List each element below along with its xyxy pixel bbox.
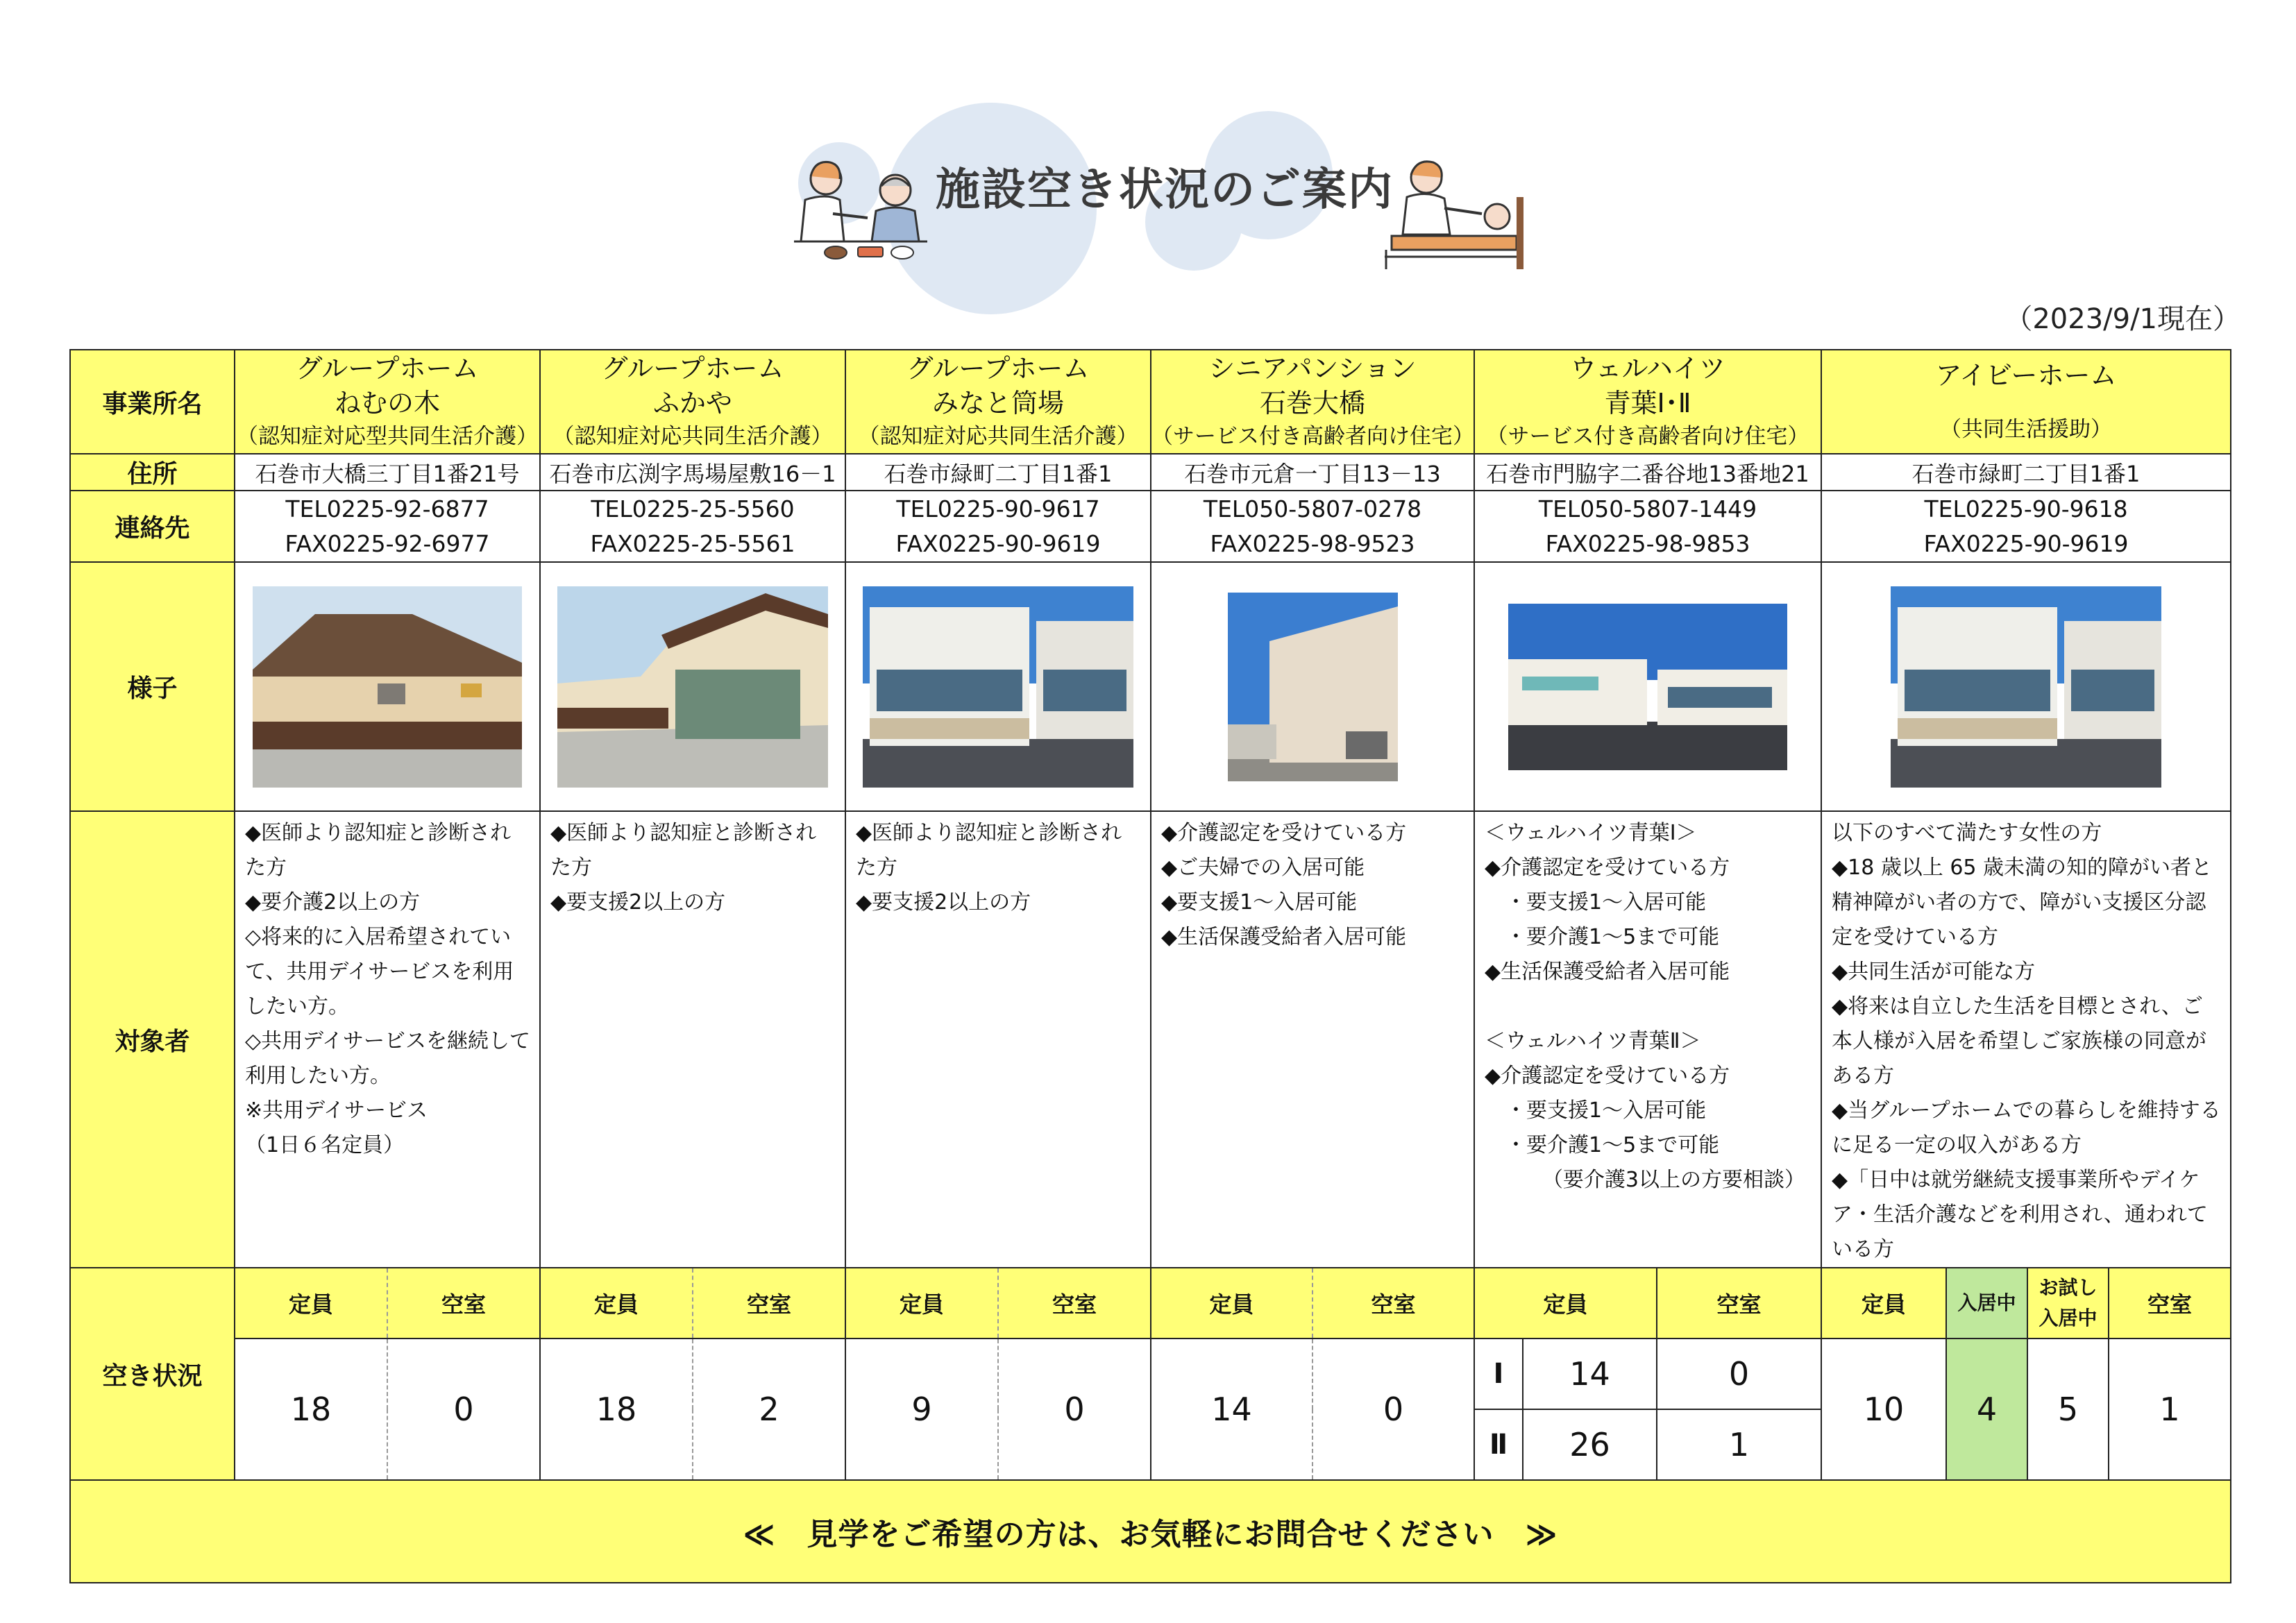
vacancy-value: 0: [387, 1339, 540, 1480]
target-cell-wellheights: [1474, 811, 1821, 1268]
target-item: ◆医師より認知症と診断された方: [856, 821, 1122, 880]
trial-header-line1: お試し: [2038, 1276, 2097, 1299]
facility-name-line1: グループホーム: [601, 353, 784, 384]
target-spacer: [1485, 989, 1812, 1024]
unit-label-2: Ⅱ: [1474, 1409, 1523, 1480]
target-item: ◇共用デイサービスを継続して利用したい方。: [245, 1029, 530, 1088]
facility-type: （サービス付き高齢者向け住宅）: [1486, 424, 1809, 449]
capacity-value: 9: [845, 1339, 998, 1480]
target-item: ◇将来的に入居希望されていて、共用デイサービスを利用したい方。: [245, 925, 514, 1019]
row-label-address: 住所: [70, 454, 235, 491]
vacancy-value: 1: [2109, 1339, 2231, 1480]
facility-type: （サービス付き高齢者向け住宅）: [1151, 424, 1474, 449]
target-item: ◆ご夫婦での入居可能: [1161, 856, 1365, 880]
vacancy-value: 0: [1312, 1339, 1474, 1480]
building-photo-nemunoki: [253, 586, 522, 788]
row-vacancy-header: [70, 1268, 2231, 1339]
target-cell-senior-pension: [1151, 811, 1474, 1268]
tel-number: TEL050-5807-0278: [1203, 495, 1422, 522]
facility-name-nemunoki: [235, 350, 540, 454]
vacancy-header: 空室: [1657, 1268, 1821, 1339]
target-item: ◆医師より認知症と診断された方: [550, 821, 817, 880]
occupied-header: 入居中: [1946, 1268, 2027, 1339]
trial-header-line2: 入居中: [2038, 1307, 2097, 1329]
target-cell-fukaya: [540, 811, 845, 1268]
caregiver-bed-illustration: [1378, 153, 1530, 275]
vacancy-value: 2: [693, 1339, 845, 1480]
target-item: ・要支援1～入居可能: [1505, 1098, 1707, 1123]
photo-cell: [540, 562, 845, 811]
fax-number: FAX0225-98-9853: [1545, 529, 1750, 557]
photo-cell: [235, 562, 540, 811]
capacity-header: 定員: [1151, 1268, 1312, 1339]
building-photo-senior-pension: [1228, 593, 1398, 781]
target-cell-minato: [845, 811, 1151, 1268]
capacity-value-unit-1: 14: [1523, 1339, 1657, 1409]
target-item: ・要介護1～5まで可能: [1505, 1133, 1720, 1157]
row-address: [70, 454, 2231, 491]
row-label-name: 事業所名: [70, 350, 235, 454]
capacity-header: 定員: [540, 1268, 693, 1339]
target-cell-nemunoki: [235, 811, 540, 1268]
row-vacancy-values: [70, 1339, 2231, 1409]
facility-name-line2: ねむの木: [334, 388, 440, 418]
target-item: ◆要支援2以上の方: [550, 890, 726, 915]
visit-invitation: ≪ 見学をご希望の方は、お気軽にお問合せください ≫: [70, 1480, 2231, 1583]
target-item: ◆当グループホームでの暮らしを維持するに足る一定の収入がある方: [1832, 1098, 2221, 1157]
contact-cell: [845, 491, 1151, 562]
vacancy-value-unit-2: 1: [1657, 1409, 1821, 1480]
target-item: ◆医師より認知症と診断された方: [245, 821, 512, 880]
tel-number: TEL050-5807-1449: [1538, 495, 1757, 522]
address-cell: 石巻市門脇字二番谷地13番地21: [1474, 454, 1821, 491]
contact-cell: [1821, 491, 2231, 562]
vacancy-value: 0: [998, 1339, 1151, 1480]
capacity-header: 定員: [845, 1268, 998, 1339]
target-item: ※共用デイサービス: [245, 1098, 428, 1123]
contact-cell: [1151, 491, 1474, 562]
row-label-target: 対象者: [70, 811, 235, 1268]
contact-cell: [235, 491, 540, 562]
photo-cell: [1821, 562, 2231, 811]
row-label-photo: 様子: [70, 562, 235, 811]
target-item: ◆将来は自立した生活を目標とされ、ご本人様が入居を希望しご家族様の同意がある方: [1832, 994, 2207, 1088]
contact-cell: [1474, 491, 1821, 562]
tel-number: TEL0225-90-9618: [1924, 495, 2128, 522]
facility-name-ivy-home: [1821, 350, 2231, 454]
as-of-date: （2023/9/1現在）: [2004, 303, 2240, 335]
tel-number: TEL0225-92-6877: [285, 495, 489, 522]
facility-name-line1: グループホーム: [906, 353, 1090, 384]
vacancy-header: 空室: [387, 1268, 540, 1339]
facility-name-line2: 石巻大橋: [1259, 388, 1365, 418]
target-item: ◆要介護2以上の方: [245, 890, 421, 915]
facility-name-line1: グループホーム: [296, 353, 479, 384]
capacity-value: 14: [1151, 1339, 1312, 1480]
facility-type: （認知症対応型共同生活介護）: [237, 424, 538, 449]
row-contact: [70, 491, 2231, 562]
capacity-header: 定員: [1821, 1268, 1946, 1339]
page-title: 施設空き状況のご案内: [936, 164, 1394, 216]
target-item: 以下のすべて満たす女性の方: [1832, 821, 2102, 845]
address-cell: 石巻市広渕字馬場屋敷16－1: [540, 454, 845, 491]
vacancy-value-unit-1: 0: [1657, 1339, 1821, 1409]
photo-cell: [1151, 562, 1474, 811]
target-item: （1日６名定員）: [245, 1133, 405, 1157]
capacity-value: 18: [540, 1339, 693, 1480]
row-facility-name: [70, 350, 2231, 454]
fax-number: FAX0225-90-9619: [895, 529, 1101, 557]
photo-cell: [1474, 562, 1821, 811]
photo-cell: [845, 562, 1151, 811]
address-cell: 石巻市元倉一丁目13－13: [1151, 454, 1474, 491]
target-item: ◆共同生活が可能な方: [1832, 960, 2036, 984]
row-footer: [70, 1480, 2231, 1583]
vacancy-header: 空室: [998, 1268, 1151, 1339]
fax-number: FAX0225-98-9523: [1210, 529, 1415, 557]
target-item: ◆介護認定を受けている方: [1485, 1064, 1730, 1088]
building-photo-fukaya: [557, 586, 828, 788]
facility-name-wellheights: [1474, 350, 1821, 454]
address-cell: 石巻市大橋三丁目1番21号: [235, 454, 540, 491]
fax-number: FAX0225-90-9619: [1923, 529, 2129, 557]
contact-cell: [540, 491, 845, 562]
row-label-contact: 連絡先: [70, 491, 235, 562]
facility-name-line1: シニアパンション: [1208, 353, 1417, 384]
tel-number: TEL0225-90-9617: [896, 495, 1100, 522]
tel-number: TEL0225-25-5560: [591, 495, 795, 522]
building-photo-minato: [863, 586, 1133, 788]
trial-value: 5: [2027, 1339, 2109, 1480]
row-label-vacancy: 空き状況: [70, 1268, 235, 1480]
target-item: ◆生活保護受給者入居可能: [1161, 925, 1407, 949]
target-item: ◆要支援2以上の方: [856, 890, 1031, 915]
target-cell-ivy-home: [1821, 811, 2231, 1268]
building-photo-ivy-home: [1891, 586, 2161, 788]
facility-name-line2: みなと筒場: [931, 388, 1064, 418]
facility-name-line1: ウェルハイツ: [1570, 353, 1725, 384]
capacity-header: 定員: [235, 1268, 387, 1339]
vacancy-header: 空室: [1312, 1268, 1474, 1339]
target-item: ＜ウェルハイツ青葉Ⅱ＞: [1485, 1029, 1701, 1053]
capacity-value-unit-2: 26: [1523, 1409, 1657, 1480]
target-item: ・要介護1～5まで可能: [1505, 925, 1720, 949]
vacancy-header: 空室: [2109, 1268, 2231, 1339]
facility-name-fukaya: [540, 350, 845, 454]
facility-type: （認知症対応共同生活介護）: [858, 424, 1138, 449]
fax-number: FAX0225-25-5561: [590, 529, 795, 557]
address-cell: 石巻市緑町二丁目1番1: [845, 454, 1151, 491]
facility-type: （認知症対応共同生活介護）: [552, 424, 833, 449]
facility-name-line2: ふかや: [652, 388, 732, 418]
facility-table: [69, 349, 2231, 1583]
fax-number: FAX0225-92-6977: [285, 529, 490, 557]
target-item: ◆生活保護受給者入居可能: [1485, 960, 1730, 984]
vacancy-header: 空室: [693, 1268, 845, 1339]
target-item: ◆「日中は就労継続支援事業所やデイケア・生活介護などを利用され、通われている方: [1832, 1168, 2208, 1261]
unit-label-1: Ⅰ: [1474, 1339, 1523, 1409]
target-item: ◆18 歳以上 65 歳未満の知的障がい者と精神障がい者の方で、障がい支援区分認定を受けている方: [1832, 856, 2213, 949]
facility-type: （共同生活援助）: [1940, 417, 2113, 442]
row-target: [70, 811, 2231, 1268]
address-cell: 石巻市緑町二丁目1番1: [1821, 454, 2231, 491]
occupied-value: 4: [1946, 1339, 2027, 1480]
target-item: ◆介護認定を受けている方: [1161, 821, 1407, 845]
capacity-header: 定員: [1474, 1268, 1657, 1339]
facility-name-line2: 青葉Ⅰ･Ⅱ: [1604, 388, 1691, 418]
capacity-value: 18: [235, 1339, 387, 1480]
facility-name-senior-pension: [1151, 350, 1474, 454]
caregiver-feeding-illustration: [791, 151, 930, 271]
target-item: （要介護3以上の方要相談）: [1542, 1168, 1806, 1192]
target-item: ・要支援1～入居可能: [1505, 890, 1707, 915]
facility-name-minato: [845, 350, 1151, 454]
trial-header: [2027, 1268, 2109, 1339]
target-item: ◆要支援1～入居可能: [1161, 890, 1358, 915]
target-item: ◆介護認定を受けている方: [1485, 856, 1730, 880]
target-item: ＜ウェルハイツ青葉Ⅰ＞: [1485, 821, 1697, 845]
row-photo: [70, 562, 2231, 811]
facility-name-line1: アイビーホーム: [1935, 360, 2117, 391]
building-photo-wellheights: [1508, 604, 1787, 770]
capacity-value: 10: [1821, 1339, 1946, 1480]
